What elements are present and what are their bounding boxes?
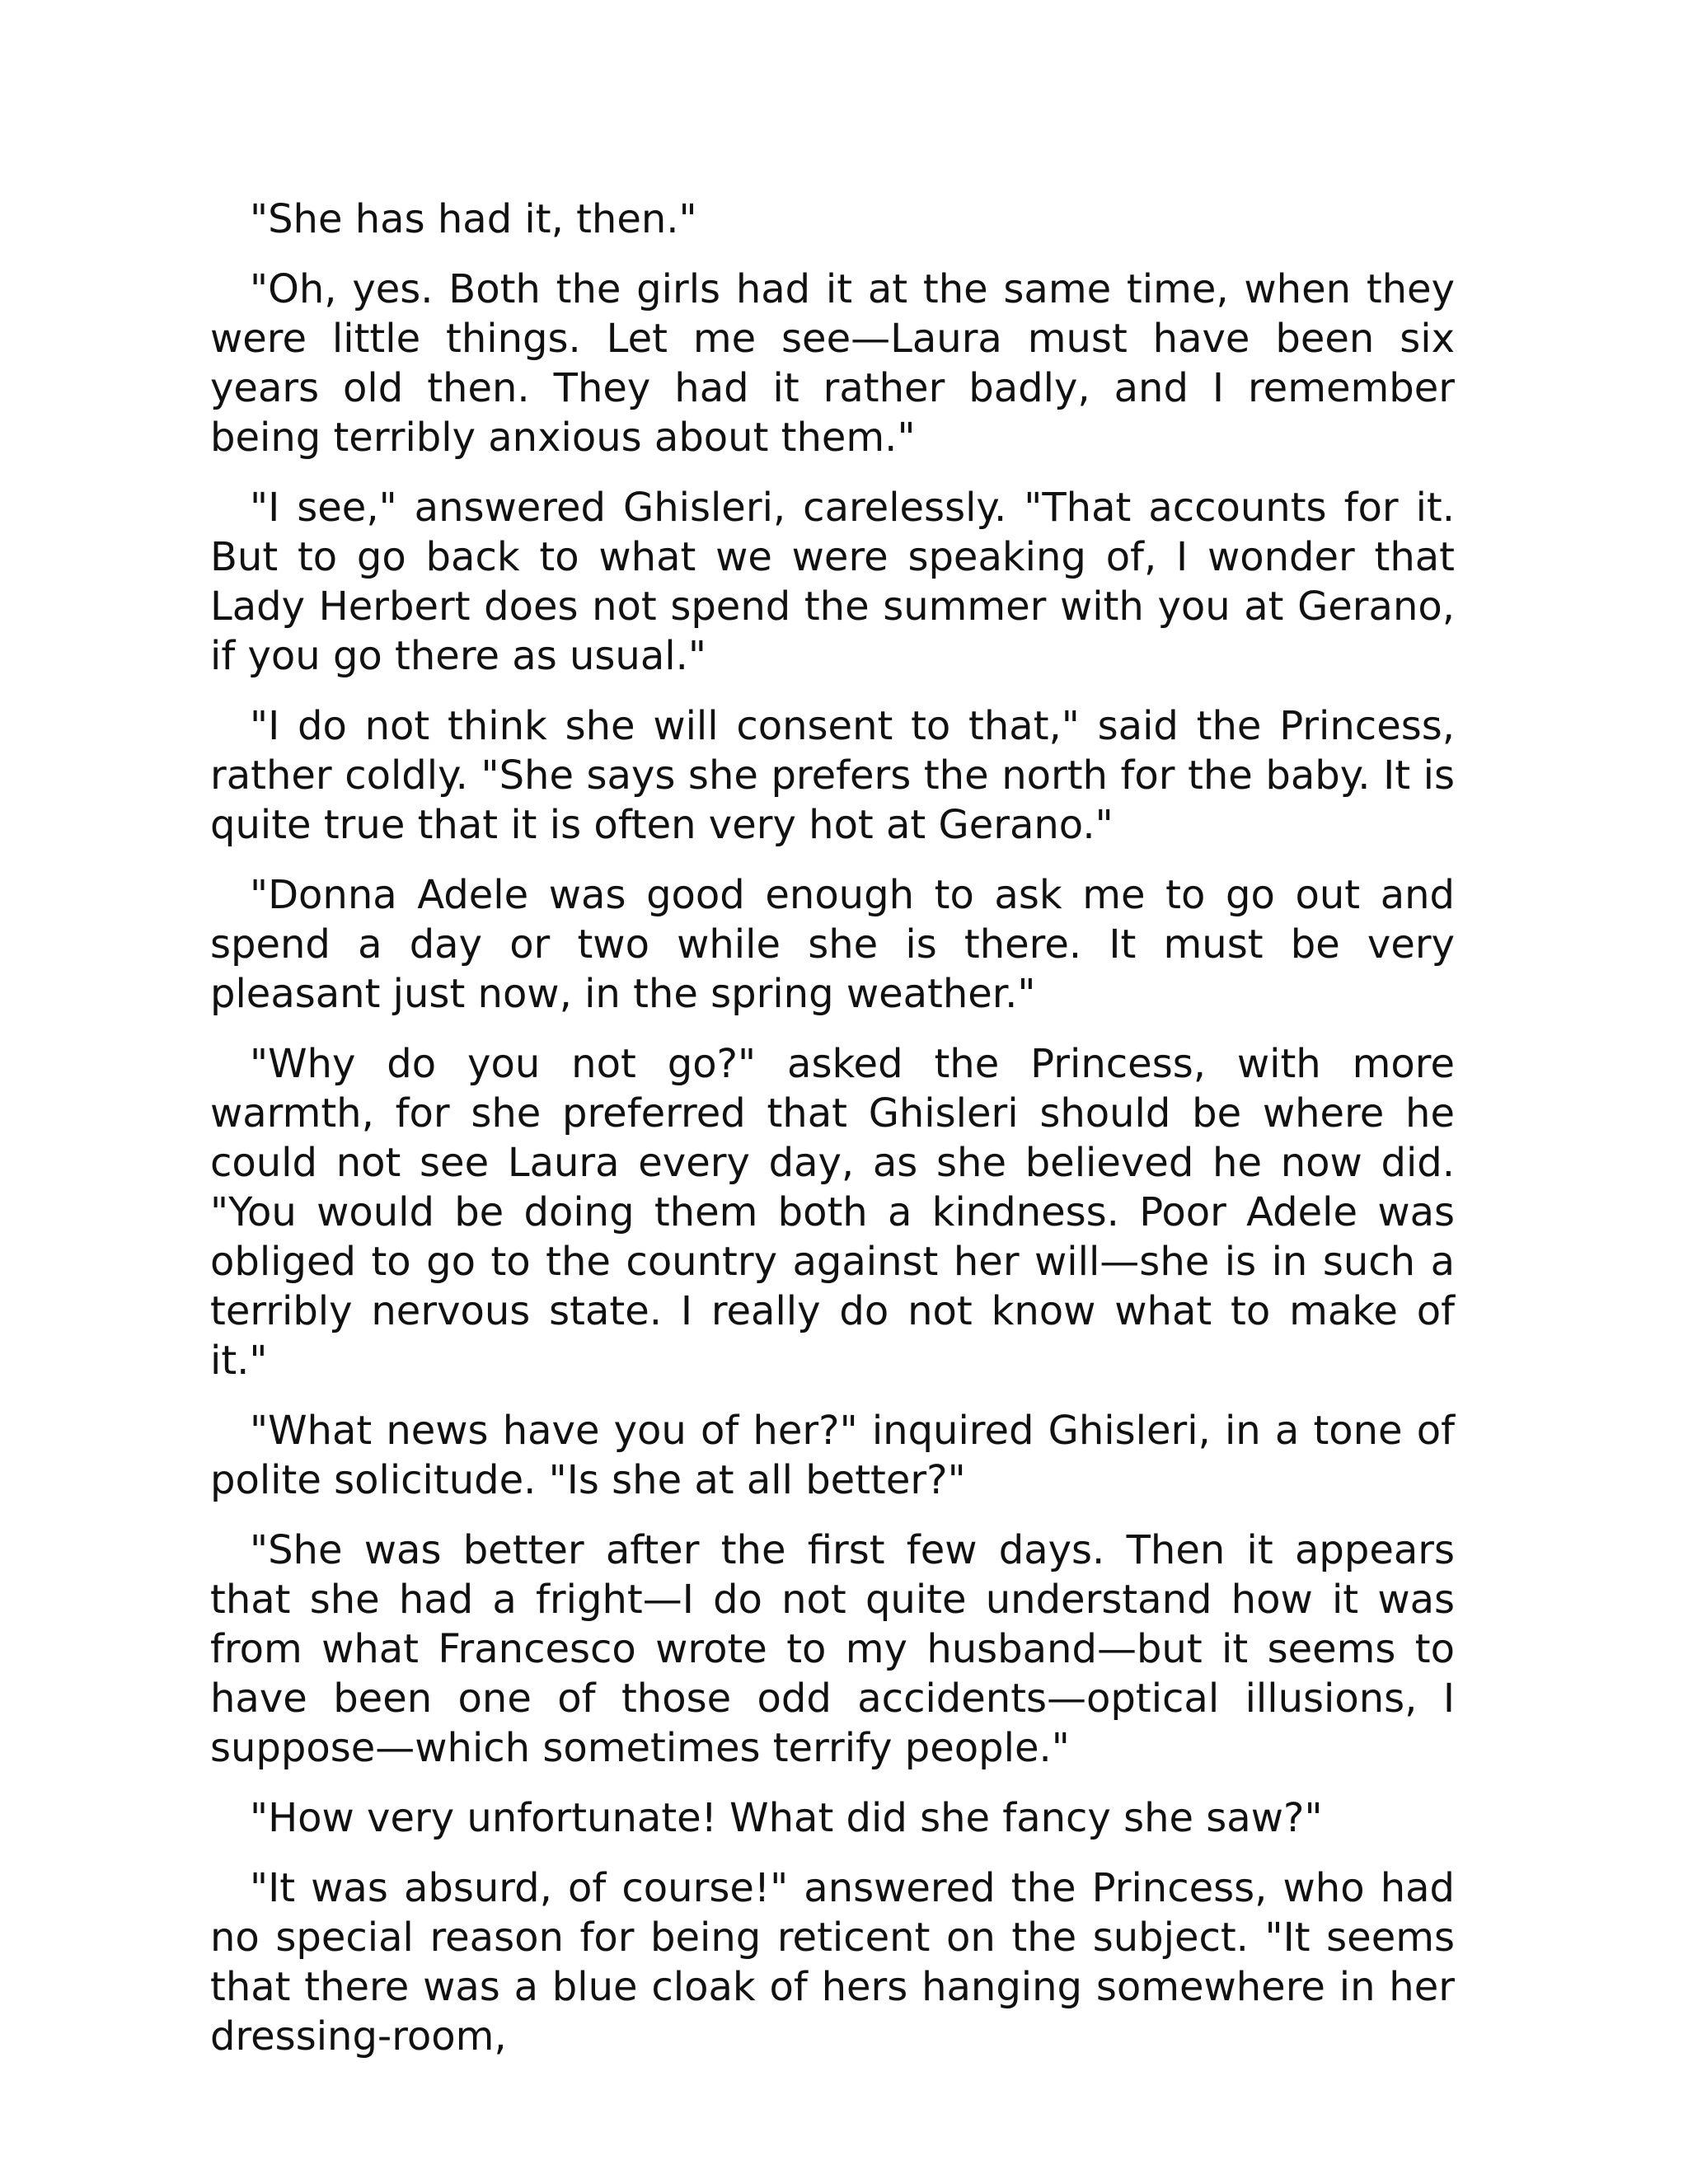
- page-text: [210, 194, 1455, 2082]
- paragraph-7: "What news have you of her?" inquired Ghisleri, in a tone of polite solicitude. "Is she at all better?": [210, 1408, 1455, 1503]
- paragraph-5: "Donna Adele was good enough to ask me to go out and spend a day or two while she is there. It must be very pleasant just now, in the spring weather.": [210, 872, 1455, 1017]
- paragraph-4: "I do not think she will consent to that," said the Princess, rather coldly. "She says she prefers the north for the baby. It is quite true that it is often very hot at Gerano.": [210, 703, 1455, 848]
- paragraph-1: "She has had it, then.": [250, 196, 697, 242]
- paragraph-2: "Oh, yes. Both the girls had it at the same time, when they were little things. Let me see—Laura must have been six years old then. They had it rather badly, and I remember being terribly anxious about them.": [210, 266, 1455, 461]
- paragraph-6: "Why do you not go?" asked the Princess, with more warmth, for she preferred that Ghisleri should be where he could not see Laura every day, as she believed he now did. "You would be doing them both a kindness. Poor Adele was obliged to go to the country against her will—she is in such a terribly nervous state. I really do not know what to make of it.": [210, 1041, 1455, 1384]
- paragraph-9: "How very unfortunate! What did she fancy she saw?": [250, 1795, 1323, 1841]
- paragraph-3: "I see," answered Ghisleri, carelessly. "That accounts for it. But to go back to what we were speaking of, I wonder that Lady Herbert does not spend the summer with you at Gerano, if you go there as usual.": [210, 485, 1455, 679]
- paragraph-10: "It was absurd, of course!" answered the Princess, who had no special reason for being reticent on the subject. "It seems that there was a blue cloak of hers hanging somewhere in her dressing-room,: [210, 1865, 1455, 2060]
- paragraph-8: "She was better after the first few days. Then it appears that she had a fright—I do not quite understand how it was from what Francesco wrote to my husband—but it seems to have been one of those odd accidents—optical illusions, I suppose—which sometimes terrify people.": [210, 1527, 1455, 1771]
